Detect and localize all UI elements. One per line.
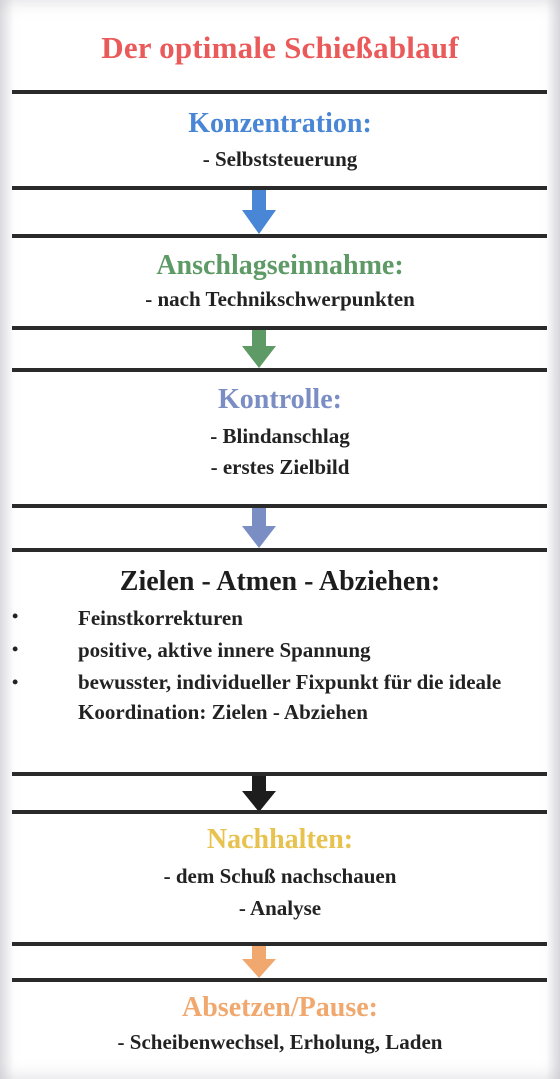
arrow-down-icon xyxy=(242,330,276,368)
divider xyxy=(12,326,547,330)
divider xyxy=(12,978,547,982)
section-heading-nachhalten: Nachhalten: xyxy=(206,824,354,855)
divider xyxy=(12,186,547,190)
section-heading-anschlag: Anschlagseinnahme: xyxy=(156,250,404,281)
bullet-icon: • xyxy=(12,672,19,692)
section-line: - Analyse xyxy=(238,896,322,920)
bullet-item: bewusster, individueller Fixpunkt für die ideale Koordination: Zielen - Abziehen xyxy=(78,670,502,724)
bullet-item: positive, aktive innere Spannung xyxy=(78,638,371,662)
arrow-down-icon xyxy=(242,508,276,548)
section-heading-kontrolle: Kontrolle: xyxy=(218,384,342,415)
section-heading-zielen: Zielen - Atmen - Abziehen: xyxy=(119,566,441,597)
bullet-item: Feinstkorrekturen xyxy=(78,606,243,630)
arrow-down-icon xyxy=(242,190,276,234)
divider xyxy=(12,810,547,814)
section-line: - erstes Zielbild xyxy=(210,455,350,479)
section-line: - dem Schuß nachschauen xyxy=(163,864,397,888)
bullet-icon: • xyxy=(12,606,19,626)
divider xyxy=(12,234,547,238)
section-line: - Scheibenwechsel, Erholung, Laden xyxy=(117,1030,443,1054)
section-heading-absetzen: Absetzen/Pause: xyxy=(182,992,378,1023)
section-line: - nach Technikschwerpunkten xyxy=(145,287,415,311)
divider xyxy=(12,548,547,552)
divider xyxy=(12,368,547,372)
section-heading-konzentration: Konzentration: xyxy=(188,108,372,139)
bullet-icon: • xyxy=(12,639,19,659)
section-line: - Blindanschlag xyxy=(210,424,350,448)
divider xyxy=(12,942,547,946)
page-title: Der optimale Schießablauf xyxy=(101,30,459,65)
arrow-down-icon xyxy=(242,946,276,978)
divider xyxy=(12,504,547,508)
divider xyxy=(12,772,547,776)
divider xyxy=(12,90,547,94)
arrow-down-icon xyxy=(242,776,276,812)
section-line: - Selbststeuerung xyxy=(202,147,358,171)
